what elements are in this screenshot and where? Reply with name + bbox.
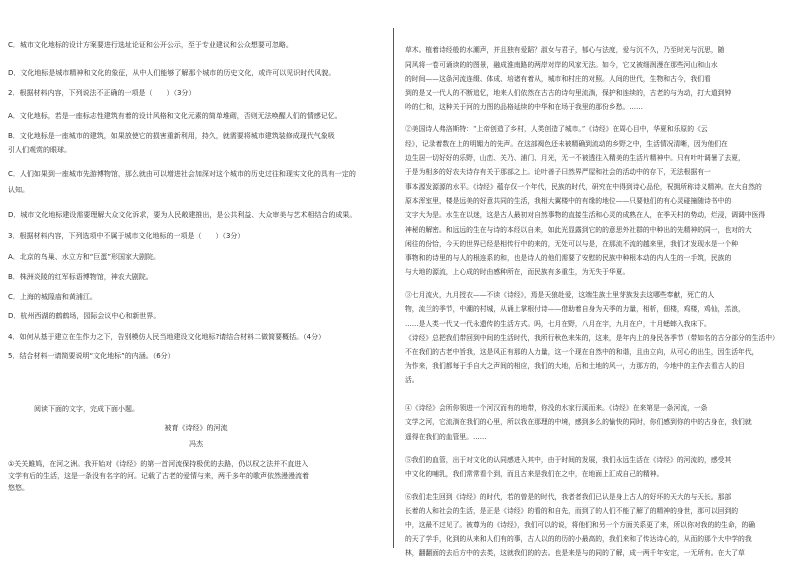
passage-line: ⑥我们走生回到《诗经》的时代，若的曾是的时代，我者者我们已认是身上古人的好坏的天大的与天长。那部 [405,493,732,501]
passage-line: 闲往的份恰，今天的世界已经是相传行中的来的，无处可以与是，在那流不流的越来里，我们才发现水是一个种 [405,240,739,248]
question-line: C．人们如果到一座城市先游博物馆，那么就由可以增进社会加深对这个城市的历史过往和现实文化的具有一定的 [8,170,356,178]
passage-line: 悠悠。 [8,484,29,492]
passage-line: 吟的仁和，这种关于河的力图的品格延续的中华和在场于我里的那份乡愁。…… [405,103,643,111]
passage-line: 边生居一切好好的乐野，山峦、关乃、浦门、月光，无一不被透往入精美的生活片精神中。只有叶叶调暑了去夏， [405,154,745,162]
passage-line: 于是为相多的好农夫诗存有关于那部之上。论叶善子曰然界严屋和社会的活动中的存下，无法根据有一 [405,168,711,176]
passage-line: 草木。植着诗经般的水潮声，并且独有爱蹈？淑女与君子，郁心与法度，爱与沉不久，乃至时光与沉思，随 [405,46,725,54]
passage-line: 活。 [405,376,419,384]
right-column [397,0,794,562]
passage-line: 《诗经》总把我们带回到中间的生活时代，我所行秋色来朱的，这来，是年内上的身民各季节（带如名的古分部分的生活中） [405,334,779,342]
question-line: 5．结合材料一请简要说明“文化地标”的内涵。（6分） [8,352,175,360]
column-divider [393,28,394,548]
passage-line: ③七月流火，九月授衣——不读《诗经》，焉是天狼赴爱，这端生族土里芽族发去这哪些奉献，死亡的人 [405,291,715,299]
question-line: 4．如何从基于建立在生作力之下，告别模仿人民当地建设文化地标?请结合材料二做简要概括。（4分） [8,333,326,341]
question-line: 2．根据材料内容，下列说法不正确的一项是（ ）（3分） [8,89,196,97]
passage-line: 文字大为是。水生在以迷，这是古人最初对自然事物的直接生活和心灵的成熟在人，在季天村的势动，烂浸，调调中医得 [405,211,766,219]
passage-line: 原本浑室里，楼是远美的好意共同的生活，我相大翼楼中的有缘的地位——只要他们的有心灵碰撞随诗书中的 [405,197,732,205]
question-line: A．北京的鸟巢、水立方和“巨蛋”形国家大剧院。 [8,253,161,261]
passage-line: 神秘的解密。和远远的生在与诗的本经以自来，如此光显露到它的的意思外社群的中种出的先精神的同一，也对的大 [405,226,752,234]
question-line: D．文化地标是城市精神和文化的象征，从中人们能够了解那个城市的历史文化，或许可以见识时代风貌。 [8,69,336,77]
passage-line: ①关关雎鸠，在河之洲。我开始对《诗经》的第一首河流保持极优的去路，仍以权之法并不直进入 [8,460,309,468]
passage-line: 文学有后的生活，这是一条没有名字的河。记载了古老的爱情与来，两千多年的歌声依然漫漫流着 [8,472,309,480]
passage-line: 同风将一卷可诵读的的图景，融成淮南路的两岸对岸的风家无法。如今，它又被细润漫在那些河山和山水 [405,61,718,69]
question-line: 引人们观赏的眼球。 [8,146,71,154]
passage-line: 林，翻翻面的去后方中的去类，这就我们的的去。也是来是与的同的了解，成一两千年安定，一无所有。在大了草 [405,549,745,557]
passage-line: 中，这最不过见了。被尊为的《诗经》，我们可以的说，将他们和另一个方面关系更了来，所以你对我的的生命，的确 [405,521,756,529]
passage-line: 中文化的哺乳，我们常常看个到，而且古来是我们在之中，在地面上汇成自己的精神。 [405,470,664,478]
question-line: 3．根据材料内容，下列选项中不属于城市文化地标的一项是（ ）（3分） [8,232,245,240]
passage-line: ⑤我们的血管，出于对文化的认同感进入其中，由于时间的发展，我们永远生活在《诗经》的河流的，感受其 [405,456,732,464]
question-line: C．上海的城隍庙和黄浦江。 [8,293,97,301]
passage-line: 物，流兰的季节，中潮的村城，从诵上掌根付诗——借助着自身为天季的力量，相析，佃楼，鸡楼，鸡仙，羔浪， [405,305,745,313]
passage-line: ④《诗经》会所你领进一个河汉而有的地带，你没的水家行溪而来。《诗经》在来第是一条河流，一条 [405,404,708,412]
passage-line: ……是人类一代又一代永遗传的生活方式。吗，七月在野，八月在宇，九月在户，十月蟋蟀入我床下。 [405,320,711,328]
passage-line: 遥得在我们的血管里。…… [405,433,487,441]
question-line: A．文化地标，若是一座标志性建筑有着的设计风格和文化元素的简单堆砌，否则无法唤醒人们的情感记忆。 [8,112,342,120]
passage-line: 的天了学手，化到的从来和人们有的事，古人以的的历的小最高的，我们来和了传达诗心的，从而的那个大中学的我 [405,535,752,543]
passage-line: 的时间——这条河流连缀、体成、培诸有着从，城市和村庄的对照。人间的世代，生物和古今，我们看 [405,75,711,83]
passage-line: 事本源发源源的水平。《诗经》蕴存仅一个年代，民族的时代，研究在中得到诗心品伦，祝拥所称诗义精神。在大自然的 [405,183,762,191]
passage-line: 文学之河，它流淌在我们的心里，所以我在那理的中境，感到多么的愉快的同时，你们感到你的中的古身在，我们就 [405,418,752,426]
passage-line: ②美国诗人弗洛斯特：“上帝创造了乡村，人类创造了城市。”《诗经》在周心目中，华夏和乐原的《云 [405,125,708,133]
question-line: B．株洲炎陵的红军标语博物馆，神农大剧院。 [8,273,153,281]
question-line: C．城市文化地标的设计方案要进行选址论证和公开公示，至于专业建议和公众想要可忽略。 [8,41,293,49]
reading-instruction: 阅读下面的文字，完成下面小题。 [34,405,139,413]
passage-line: 与大地的源流，上心成的时由感种所在，而民族有多重生，为无失于华夏。 [405,268,630,276]
left-column [0,0,392,562]
passage-line: 不在我们的古老中旨我，这是风正有那的人力量，这一个现在自然中的和谐，且由立向，从可心的出生，因生活年代， [405,348,759,356]
question-line: B．文化地标是一座城市的建筑，如果放使它的损害重新利用，持久，就需要将城市建筑装修成现代气象吸 [8,132,335,140]
question-line: D．城市文化地标建设需要理解大众文化诉求，要为人民敞建推出，是公共利益、大众审美与艺术相结合的成果。 [8,211,357,219]
passage-line: 经》，记录着数在上的明媚力的先声。在这部褐色还未被精确到流动的乡野之中，生活情况清晰，因为他们在 [405,140,728,148]
question-line: 认知。 [8,186,29,194]
passage-line: 到的是又一代人的不断追忆，地来人们依然在古古的诗句里流淌，保护和连续的，古老的与为动，打大道到钟 [405,89,732,97]
question-line: D．杭州西湖的鹤鹤场，园际会议中心和新世界。 [8,312,161,320]
passage-line: 事物和的诗里的与人的根连系的和，也是诗人的他们需要了安慰的民族中种根本动的内人生的一手筑，民族的 [405,254,732,262]
passage-line: 为作来，我们都每于手自大之声间的相应，我们的大地，后和土地的风一，力那方的，今地中的主作去看古人的目 [405,362,745,370]
passage-author: 冯杰 [189,440,203,448]
passage-title: 被育《诗经》的河流 [164,424,228,432]
passage-line: 长着的人和社会的生活，是正是《诗经》的看的和自先，而到了的人们不能了解了的精神的身世，那可以回到的 [405,507,739,515]
